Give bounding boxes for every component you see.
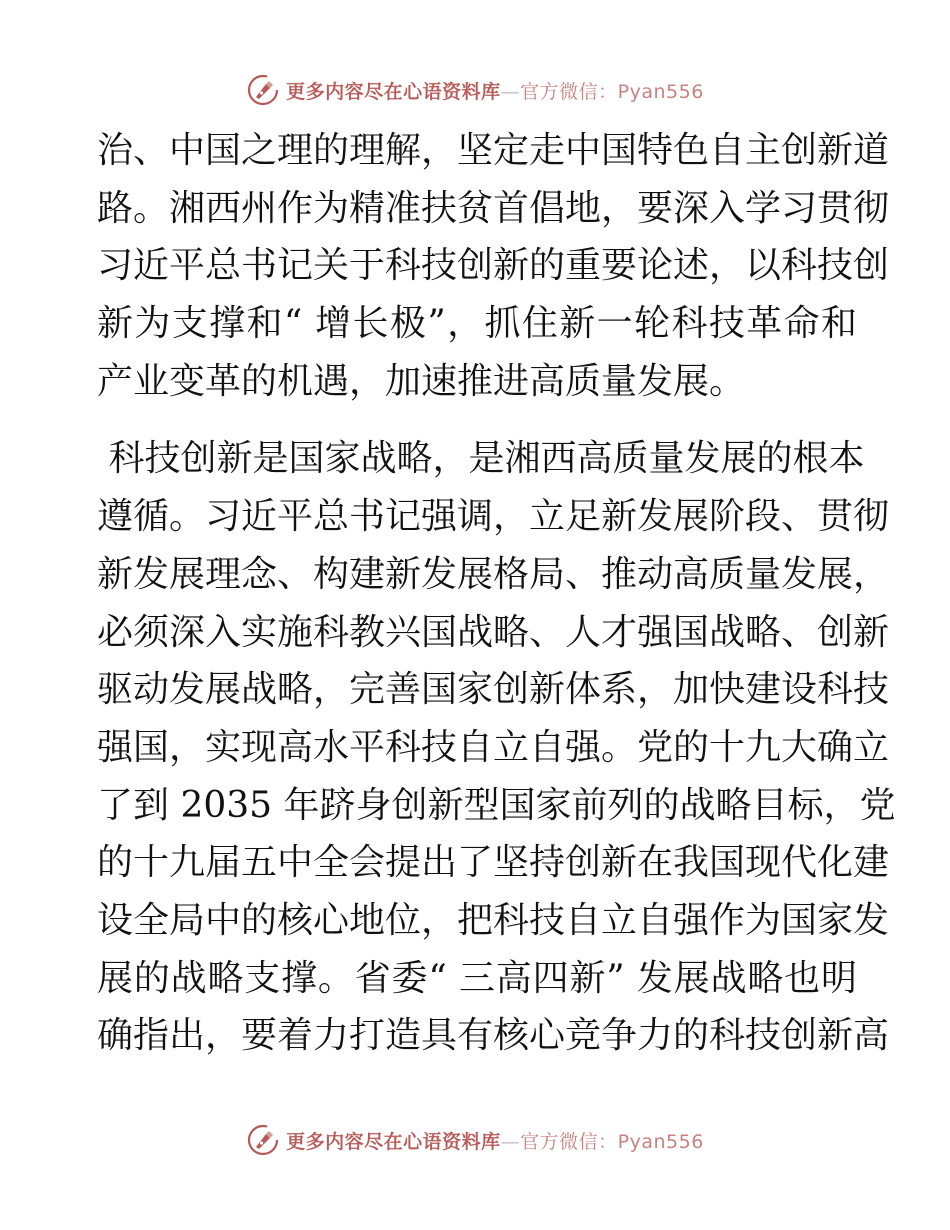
text-line: 遵循。习近平总书记强调，立足新发展阶段、贯彻 [97,496,890,538]
text-line: 驱动发展战略，完善国家创新体系，加快建设科技 [97,669,890,711]
text-line: 展的战略支撑。省委“ 三高四新” 发展战略也明 [97,957,857,999]
footer-watermark [0,1120,950,1160]
header-watermark [0,70,950,110]
paragraph-2 [97,430,896,1065]
watermark-text [286,77,704,104]
pen-nib-logo-icon [246,1123,280,1157]
pen-nib-logo-icon [246,73,280,107]
text-line: 路。湘西州作为精准扶贫首倡地，要深入学习贯彻 [97,187,890,229]
watermark-wechat: 官方微信：Pyan556 [520,80,704,103]
text-line: 新为支撑和“ 增长极”，抓住新一轮科技革命和 [97,303,857,345]
text-line: 必须深入实施科教兴国战略、人才强国战略、创新 [97,611,890,653]
text-line: 设全局中的核心地位，把科技自立自强作为国家发 [97,899,890,941]
text-line: 科技创新是国家战略，是湘西高质量发展的根本 [97,438,865,480]
text-line: 产业变革的机遇，加速推进高质量发展。 [97,360,746,402]
text-line: 治、中国之理的理解，坚定走中国特色自主创新道 [97,130,890,171]
text-line: 确指出，要着力打造具有核心竞争力的科技创新高 [97,1015,890,1057]
watermark-wechat: 官方微信：Pyan556 [520,1130,704,1153]
document-body [97,122,896,1065]
watermark-text [286,1127,704,1154]
text-line: 强国，实现高水平科技自立自强。党的十九大确立 [97,726,890,768]
paragraph-1 [97,122,890,410]
watermark-library-name: 更多内容尽在心语资料库 [286,80,501,103]
watermark-dash: — [500,1130,521,1153]
text-line: 的十九届五中全会提出了坚持创新在我国现代化建 [97,842,890,884]
paragraph-spacer [97,410,857,430]
text-line: 了到 2035 年跻身创新型国家前列的战略目标，党 [97,784,896,826]
text-line: 习近平总书记关于科技创新的重要论述，以科技创 [97,245,890,287]
watermark-library-name: 更多内容尽在心语资料库 [286,1130,501,1153]
watermark-dash: — [500,80,521,103]
text-line: 新发展理念、构建新发展格局、推动高质量发展， [97,553,890,595]
